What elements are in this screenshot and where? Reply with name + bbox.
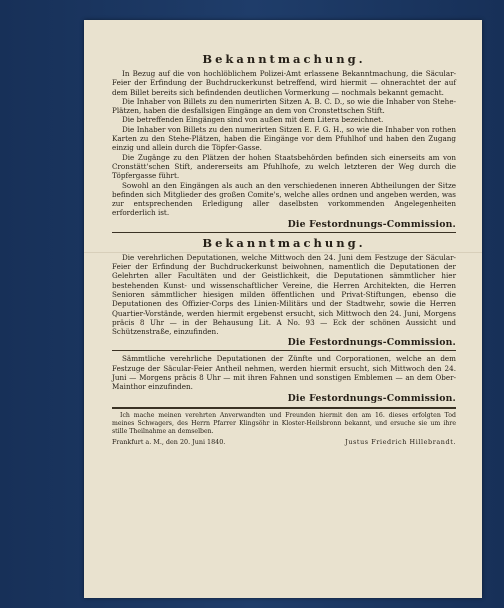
announcement-1-para-2: Die Inhaber von Billets zu den numerirten Sitzen A. B. C. D., so wie die Inhaber von Stehe-Plätzen, haben die desfallsigen Eingänge an dem von Cronstettschen Stift. bbox=[112, 96, 456, 116]
announcement-2-para-1: Die verehrlichen Deputationen, welche Mittwoch den 24. Juni dem Festzuge der Säcular-Feier der Erfindung der Buchdruckerkunst beiwohnen, namentlich die Deputationen der Gelehrten aller Facultäten und der Geistlichkeit, die Deputationen sämmtlicher hier bestehenden Kunst- und wissenschaftlicher Vereine, die Herren Architekten, die Herren Senioren sämmtlicher hiesigen milden öffentlichen und Privat-Stiftungen, ebenso die Deputationen des Offizier-Corps des Linien-Militärs und der Stadtwehr, sowie die Herren Quartier-Vorstände, werden hiermit ergebenst ersucht, sich Mittwoch den 24. Juni, Morgens präcis 8 Uhr — in der Behausung Lit. A No. 93 — Eck der schönen Aussicht und Schützenstraße, einzufinden. bbox=[112, 252, 456, 337]
document-page bbox=[84, 20, 482, 598]
announcement-1 bbox=[112, 52, 456, 230]
announcement-3-signature: Die Festordnungs-Commission. bbox=[287, 392, 456, 404]
announcement-1-para-1: In Bezug auf die von hochlöblichem Polizei-Amt erlassene Bekanntmachung, die Säcular-Feier der Erfindung der Buchdruckerkunst betreffend, wird hiermit — ohnerachtet der auf dem Billet bereits sich befindenden deutlichen Vormerkung — nochmals bekannt gemacht. bbox=[112, 69, 456, 97]
announcement-1-signature: Die Festordnungs-Commission. bbox=[287, 218, 456, 230]
announcement-3 bbox=[112, 354, 456, 403]
death-notice: Ich mache meinen verehrten Anverwandten und Freunden hiermit den am 16. dieses erfolgten Tod meines Schwagers, des Herrn Pfarrer Klingsöhr in Kloster-Heilsbronn bekannt, und ersuche sie um ihre stille Theilnahme an demselben. bbox=[112, 411, 456, 436]
announcement-2 bbox=[112, 236, 456, 349]
announcement-3-para-1: Sämmtliche verehrliche Deputationen der Zünfte und Corporationen, welche an dem Festzuge der Säcular-Feier Antheil nehmen, werden hiermit ersucht, sich Mittwoch den 24. Juni — Morgens präcis 8 Uhr — mit ihren Fahnen und sonstigen Emblemen — an dem Ober-Mainthor einzufinden. bbox=[112, 354, 456, 392]
announcement-1-para-6: Sowohl an den Eingängen als auch an den verschiedenen inneren Abtheilungen der Sitze befinden sich Mitglieder des großen Comite's, welche alles ordnen und angeben werden, was zur entsprechenden Erledigung aller daselbsten vorkommenden Angelegenheiten erforderlich ist. bbox=[112, 180, 456, 218]
document-content bbox=[112, 52, 456, 446]
notice-author: Justus Friedrich Hillebrandt. bbox=[345, 438, 456, 447]
notice-footer bbox=[112, 438, 456, 446]
section-divider bbox=[112, 350, 456, 351]
announcement-1-para-3: Die betreffenden Eingängen sind von außen mit dem Litera bezeichnet. bbox=[122, 115, 384, 125]
section-divider-double bbox=[112, 407, 456, 409]
section-divider bbox=[112, 232, 456, 233]
announcement-1-heading: Bekanntmachung. bbox=[202, 52, 366, 66]
announcement-1-para-5: Die Zugänge zu den Plätzen der hohen Staatsbehörden befinden sich einerseits am von Cronstätt'schen Stift, andererseits am Pfuhlhofe, zu welch letzteren der Weg durch die Töpfergasse führt. bbox=[112, 152, 456, 181]
announcement-1-para-4: Die Inhaber von Billets zu den numerirten Sitzen E. F. G. H., so wie die Inhaber von rothen Karten zu den Stehe-Plätzen, haben die Eingänge vor dem Pfuhlhof und haben den Zugang einzig und allein durch die Töpfer-Gasse. bbox=[112, 124, 456, 153]
place-date: Frankfurt a. M., den 20. Juni 1840. bbox=[112, 438, 226, 447]
announcement-2-heading: Bekanntmachung. bbox=[202, 235, 366, 250]
announcement-2-signature: Die Festordnungs-Commission. bbox=[287, 337, 456, 349]
